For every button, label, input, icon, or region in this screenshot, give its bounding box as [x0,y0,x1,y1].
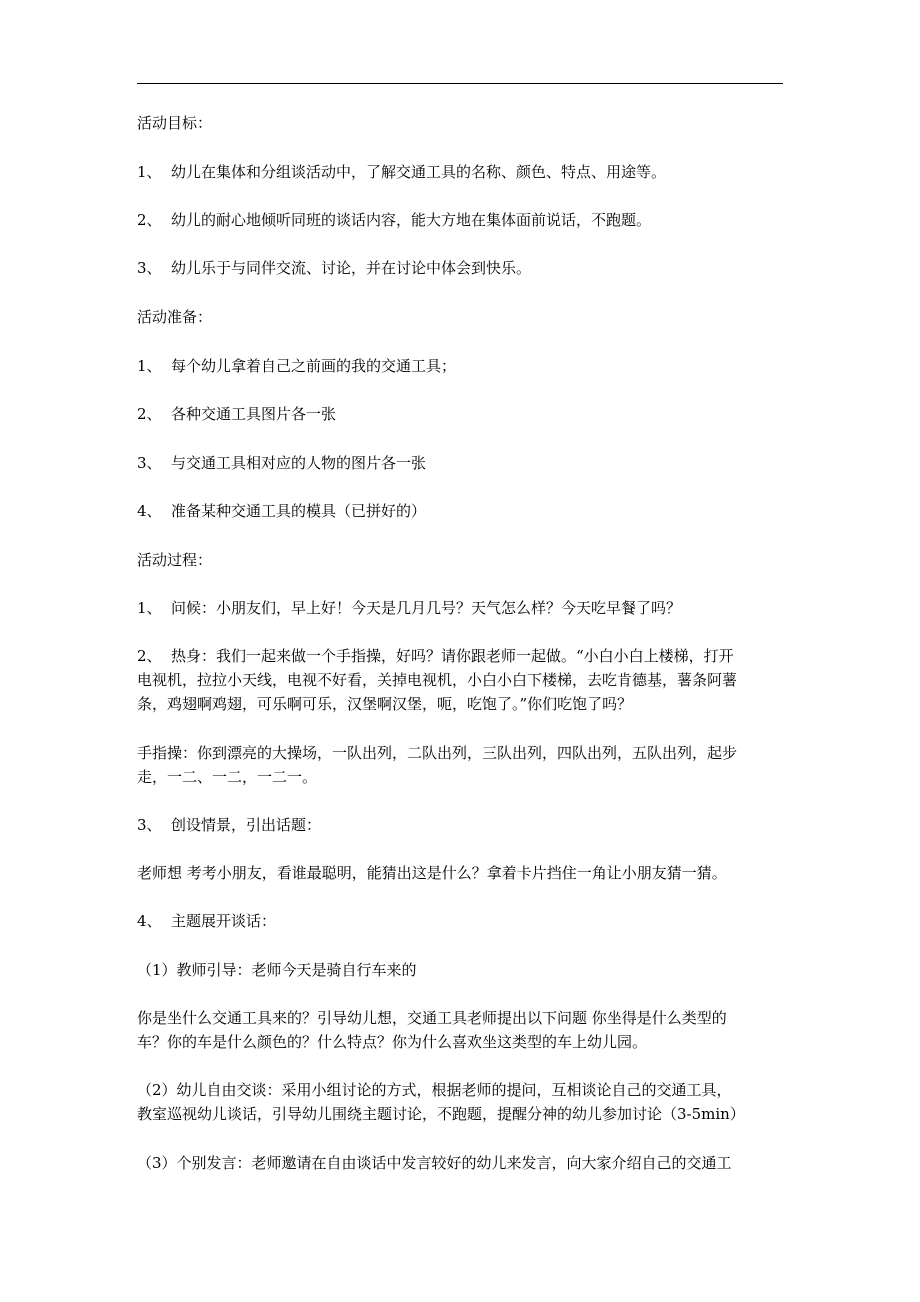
item-number: 3、 [137,259,162,277]
item-text: 各种交通工具图片各一张 [171,405,337,423]
item-number: 2、 [137,647,162,665]
section-title-goals: 活动目标： [137,114,213,132]
prep-item-1 [137,354,456,378]
process-step-2-line-2: 电视机，拉拉小天线，电视不好看，关掉电视机，小白小白下楼梯，去吃肯德基，薯条阿薯 [137,671,738,689]
prep-item-4 [137,499,426,523]
item-number: 3、 [137,816,162,834]
teacher-paragraph: 老师想 考考小朋友，看谁最聪明，能猜出这是什么？拿着卡片挡住一角让小朋友猜一猜。 [137,864,727,882]
sub-step-2-line-1: （2）幼儿自由交谈：采用小组讨论的方式，根据老师的提问，互相谈论自己的交通工具， [137,1081,732,1099]
item-number: 1、 [137,163,162,181]
item-text: 幼儿的耐心地倾听同班的谈话内容，能大方地在集体面前说话，不跑题。 [171,211,652,229]
item-number: 4、 [137,502,162,520]
process-step-2-line-1 [137,644,734,668]
item-text: 幼儿乐于与同伴交流、讨论，并在讨论中体会到快乐。 [171,259,532,277]
item-text: 问候：小朋友们，早上好！今天是几月几号？天气怎么样？今天吃早餐了吗？ [171,599,682,617]
process-step-3 [137,813,321,837]
item-number: 1、 [137,357,162,375]
item-text: 创设情景，引出话题： [171,816,322,834]
section-title-process: 活动过程： [137,551,213,569]
prep-item-2 [137,402,336,426]
item-text: 每个幼儿拿着自己之前画的我的交通工具； [171,357,457,375]
section-title-prep: 活动准备： [137,308,213,326]
item-text: 主题展开谈话： [171,912,277,930]
item-number: 1、 [137,599,162,617]
sub-step-1: （1）教师引导：老师今天是骑自行车来的 [137,961,417,979]
process-step-4 [137,909,276,933]
finger-exercise-line-2: 走，一二、一二，一二一。 [137,768,318,786]
item-text: 热身：我们一起来做一个手指操，好吗？请你跟老师一起做。“小白小白上楼梯，打开 [171,647,734,665]
process-step-2-line-3: 条，鸡翅啊鸡翅，可乐啊可乐，汉堡啊汉堡，呃，吃饱了。”你们吃饱了吗？ [137,695,633,713]
goal-item-3 [137,256,531,280]
prep-item-3 [137,451,426,475]
header-rule [137,83,783,84]
goal-item-2 [137,208,651,232]
sub-step-3: （3）个别发言：老师邀请在自由谈话中发言较好的幼儿来发言，向大家介绍自己的交通工 [137,1154,732,1172]
item-text: 幼儿在集体和分组谈活动中，了解交通工具的名称、颜色、特点、用途等。 [171,163,667,181]
finger-exercise-line-1: 手指操：你到漂亮的大操场，一队出列，二队出列，三队出列，四队出列，五队出列，起步 [137,744,738,762]
item-text: 与交通工具相对应的人物的图片各一张 [171,454,427,472]
sub-step-2-line-2: 教室巡视幼儿谈话，引导幼儿围绕主题讨论，不跑题，提醒分神的幼儿参加讨论（3-5min） [137,1105,745,1123]
item-text: 准备某种交通工具的模具（已拼好的） [171,502,427,520]
goal-item-1 [137,160,666,184]
process-step-1 [137,596,681,620]
question-line-1: 你是坐什么交通工具来的？引导幼儿想，交通工具老师提出以下问题 你坐得是什么类型的 [137,1009,727,1027]
item-number: 2、 [137,211,162,229]
item-number: 2、 [137,405,162,423]
item-number: 4、 [137,912,162,930]
item-number: 3、 [137,454,162,472]
question-line-2: 车？你的车是什么颜色的？什么特点？你为什么喜欢坐这类型的车上幼儿园。 [137,1033,648,1051]
